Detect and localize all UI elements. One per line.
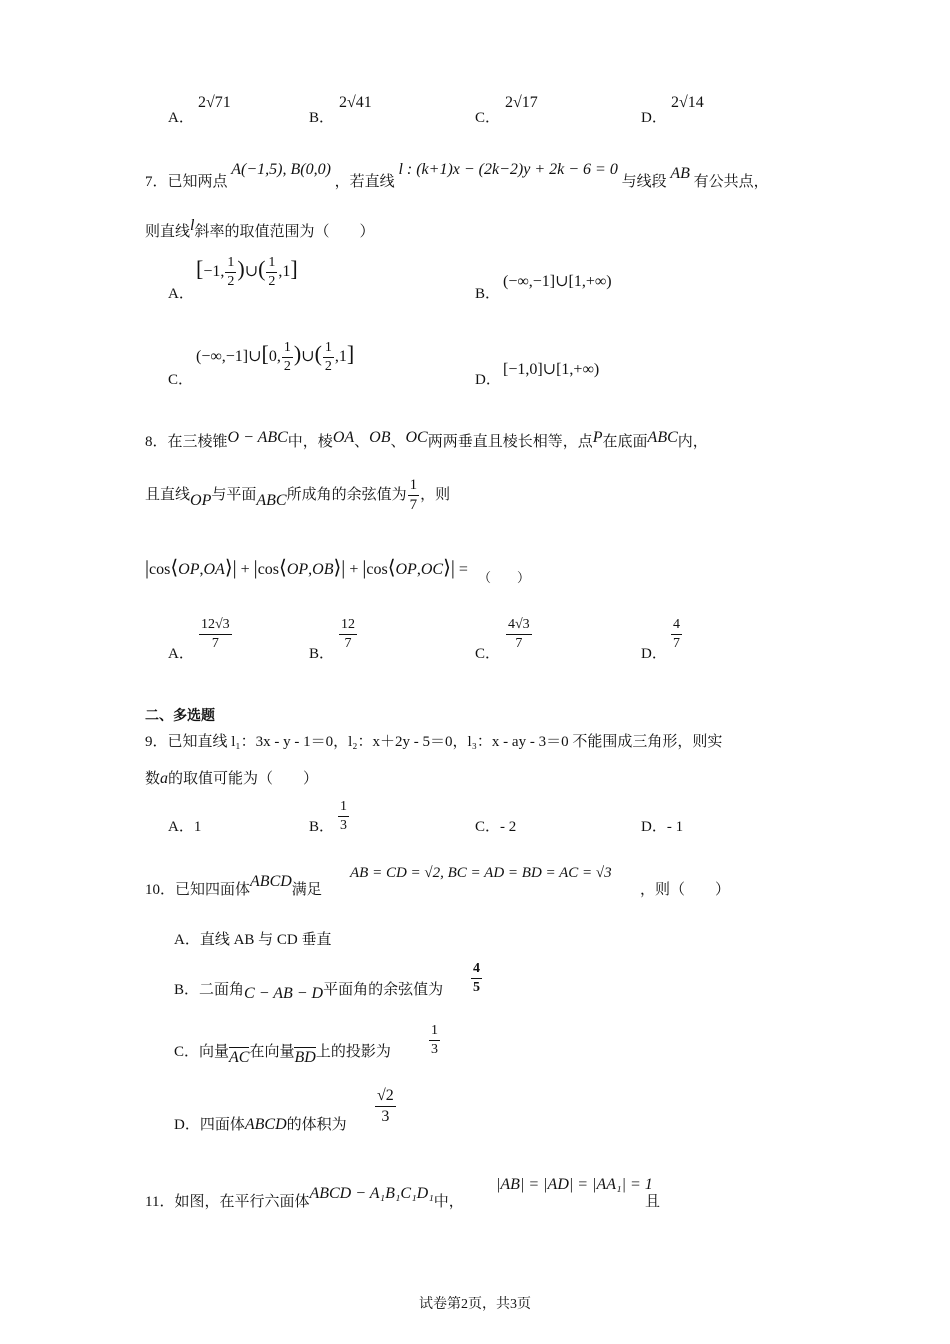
q8-option-b: B． bbox=[309, 646, 335, 662]
q7-option-c: C． bbox=[168, 372, 194, 388]
q7-option-b-value: (−∞,−1]∪[1,+∞) bbox=[503, 273, 612, 290]
q8-option-c-value: $\frac{4√3}{7}$ bbox=[508, 617, 530, 651]
q6-option-c: C． bbox=[475, 110, 501, 126]
q7-option-d-value: [−1,0]∪[1,+∞) bbox=[503, 361, 600, 378]
q9-stem-line2: 数a的取值可能为（ ） bbox=[145, 770, 319, 787]
q8-option-a-value: $\frac{12√3}{7}$ bbox=[201, 617, 230, 651]
q10-option-d-value: $\frac{√2}{3}$ bbox=[377, 1087, 394, 1125]
q8-stem-line2: 且直线OP与平面ABC所成角的余弦值为 $\frac{1}{7}$ ，则 bbox=[145, 477, 451, 513]
q7-option-a-value: [−1, $\frac{1}{2}$ )∪( $\frac{1}{2}$ ,1] bbox=[196, 255, 298, 289]
q9-option-b: B． bbox=[309, 819, 335, 835]
q7-option-b: B． bbox=[475, 286, 501, 302]
section-title: 二、多选题 bbox=[145, 708, 215, 724]
q7-stem-line2: 则直线l斜率的取值范围为（ ） bbox=[145, 217, 375, 240]
q10-option-a: A．直线 AB 与 CD 垂直 bbox=[174, 932, 332, 948]
q10-stem: 10．已知四面体ABCD满足 bbox=[145, 873, 322, 898]
q6-option-b-value: 2√41 bbox=[339, 94, 372, 111]
q10-option-b-value: $\frac{4}{5}$ bbox=[473, 961, 480, 995]
q8-paren: （ ） bbox=[478, 570, 531, 585]
q8-option-a: A． bbox=[168, 646, 194, 662]
q11-stem: 11．如图，在平行六面体ABCD − A₁B₁C₁D₁中， bbox=[145, 1185, 464, 1210]
q7-stem: 7．已知两点 A(−1,5), B(0,0) ，若直线 l : (k+1)x − (2k−2)y + 2k − 6 = 0 与线段 AB 有公共点， bbox=[145, 161, 769, 190]
q7-option-c-value: (−∞,−1]∪[0, $\frac{1}{2}$ )∪( $\frac{1}{2}$ ,1] bbox=[196, 340, 355, 374]
q8-option-d-value: $\frac{4}{7}$ bbox=[673, 617, 680, 651]
q7-segment: AB bbox=[670, 165, 690, 182]
q9-stem: 9．已知直线 l₁：3x - y - 1＝0，l₂：x＋2y - 5＝0，l₃：x - ay - 3＝0 不能围成三角形，则实 bbox=[145, 734, 723, 750]
q7-line-equation: l : (k+1)x − (2k−2)y + 2k − 6 = 0 bbox=[398, 161, 618, 178]
q8-stem: 8．在三棱锥O − ABC中，棱OA、OB、OC两两垂直且棱长相等，点P在底面ABC内， bbox=[145, 429, 708, 450]
q11-condition: |AB| = |AD| = |AA₁| = 1 bbox=[496, 1176, 653, 1193]
q6-option-a-value: 2√71 bbox=[198, 94, 231, 111]
q8-option-c: C． bbox=[475, 646, 501, 662]
q8-cos-expression: |cos⟨OP,OA⟩| + |cos⟨OP,OB⟩| + |cos⟨OP,OC⟩| = bbox=[145, 557, 468, 579]
q10-option-d: D．四面体ABCD的体积为 bbox=[174, 1116, 347, 1133]
q7-points: A(−1,5), B(0,0) bbox=[231, 161, 331, 178]
page-footer: 试卷第2页，共3页 bbox=[419, 1297, 531, 1312]
q10-option-b: B．二面角C − AB − D平面角的余弦值为 bbox=[174, 982, 444, 1002]
q8-option-b-value: $\frac{12}{7}$ bbox=[341, 617, 355, 651]
q9-option-d: D．- 1 bbox=[641, 819, 684, 835]
q6-option-a: A． bbox=[168, 110, 194, 126]
q9-option-a: A．1 bbox=[168, 819, 202, 835]
q7-option-a: A． bbox=[168, 286, 194, 302]
q6-option-d: D． bbox=[641, 110, 667, 126]
q10-option-c: C．向量AC在向量BD上的投影为 bbox=[174, 1044, 391, 1066]
q6-option-b: B． bbox=[309, 110, 335, 126]
q11-stem-end: 且 bbox=[645, 1194, 661, 1210]
q10-condition: AB = CD = √2, BC = AD = BD = AC = √3 bbox=[350, 865, 612, 881]
q8-option-d: D． bbox=[641, 646, 667, 662]
q10-stem-end: ，则（ ） bbox=[640, 882, 731, 898]
q7-option-d: D． bbox=[475, 372, 501, 388]
q6-option-d-value: 2√14 bbox=[671, 94, 704, 111]
q9-option-b-value: $\frac{1}{3}$ bbox=[340, 799, 347, 833]
q9-option-c: C．- 2 bbox=[475, 819, 517, 835]
q6-option-c-value: 2√17 bbox=[505, 94, 538, 111]
q10-option-c-value: $\frac{1}{3}$ bbox=[431, 1023, 438, 1057]
